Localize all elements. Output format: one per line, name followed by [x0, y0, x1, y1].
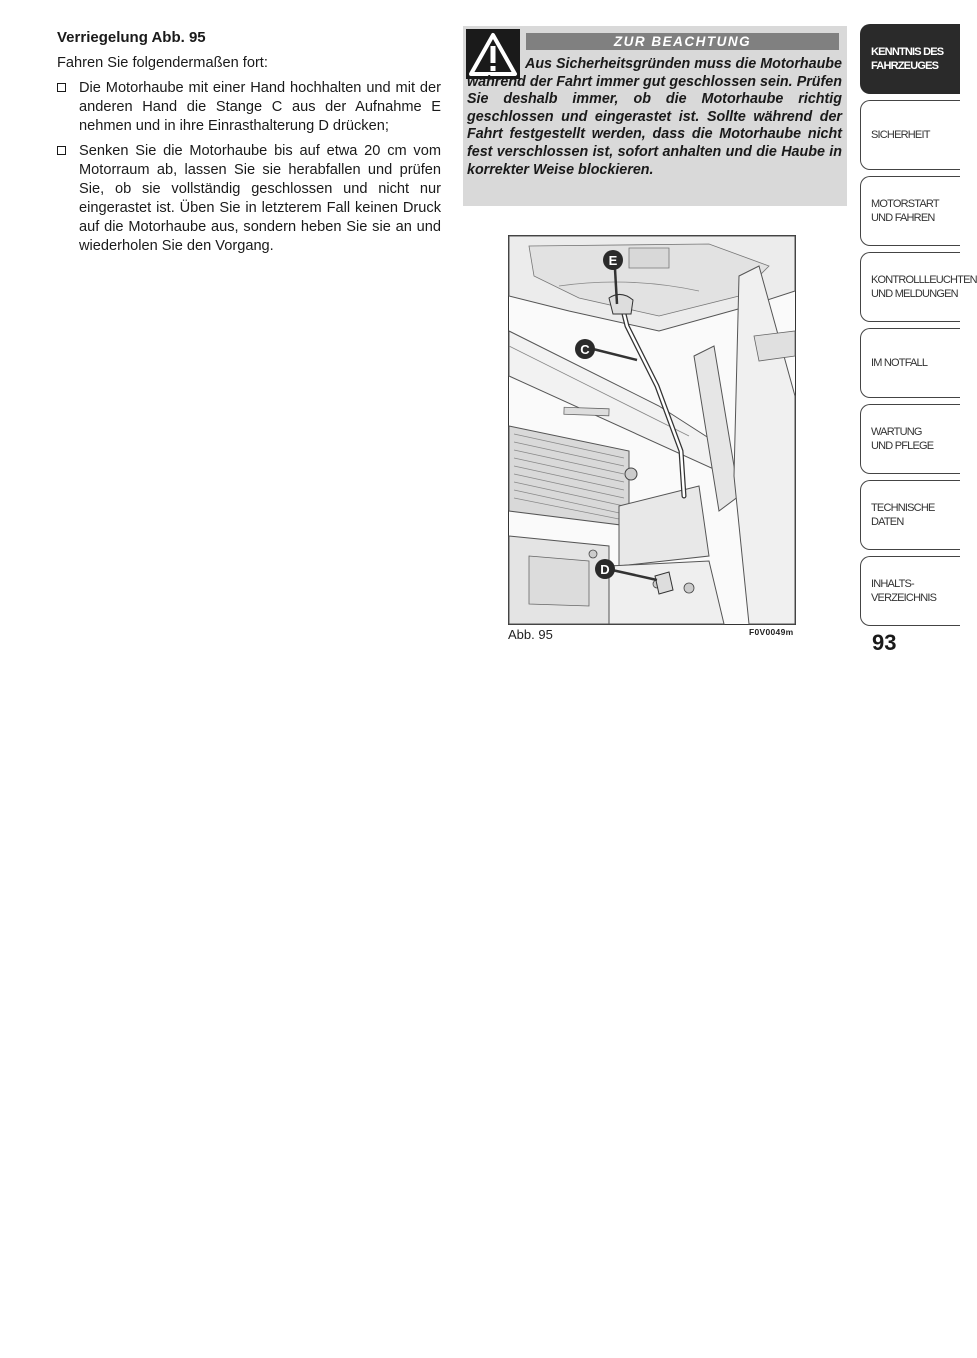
tab-kenntnis-des-fahrzeuges[interactable] [860, 24, 960, 94]
list-item-text: Die Motorhaube mit einer Hand hochhalten und mit der anderen Hand die Stange C aus der Aufnahme E nehmen und in ihre Einrasthalterung D drücken; [79, 80, 441, 134]
tab-label: SICHERHEIT [871, 129, 930, 141]
main-text-column [57, 28, 441, 262]
tab-technische-daten[interactable] [860, 480, 960, 550]
tab-label: IM NOTFALL [871, 357, 928, 369]
checkbox-bullet-icon [57, 146, 66, 155]
tab-label: KENNTNIS DES FAHRZEUGES [871, 46, 944, 72]
engine-bay-illustration [508, 235, 796, 625]
checkbox-bullet-icon [57, 83, 66, 92]
figure-code: F0V0049m [749, 627, 794, 637]
tab-label: TECHNISCHE DATEN [871, 502, 935, 528]
page-number: 93 [872, 630, 897, 655]
warning-title: ZUR BEACHTUNG [526, 33, 839, 50]
tab-motorstart-und-fahren[interactable] [860, 176, 960, 246]
warning-text: Aus Sicherheitsgründen muss die Motorhaube während der Fahrt immer gut geschlossen sein. Prüfen Sie deshalb immer, ob die Motorhaube richtig geschlossen und eingerastet ist. Sollte während der Fahrt festgestellt werden, dass die Motorhaube nicht fest verschlossen ist, sofort anhalten und die Haube in korrekter Weise blockieren. [467, 56, 842, 178]
figure-label-e: E [608, 253, 618, 268]
list-item [57, 79, 441, 136]
tab-kontrollleuchten-und-meldungen[interactable] [860, 252, 977, 322]
section-heading: Verriegelung Abb. 95 [57, 29, 206, 46]
figure-label-d: D [600, 562, 610, 577]
tab-label: MOTORSTART UND FAHREN [871, 198, 939, 224]
tab-sicherheit[interactable] [860, 100, 960, 170]
instruction-list [57, 79, 441, 256]
warning-box [463, 26, 847, 206]
tab-im-notfall[interactable] [860, 328, 960, 398]
tab-inhaltsverzeichnis[interactable] [860, 556, 960, 626]
tab-wartung-und-pflege[interactable] [860, 404, 960, 474]
figure-caption: Abb. 95 [508, 627, 553, 642]
tab-label: INHALTS- VERZEICHNIS [871, 578, 937, 604]
intro-text: Fahren Sie folgendermaßen fort: [57, 55, 268, 71]
figure-label-c: C [580, 342, 590, 357]
tab-label: KONTROLLLEUCHTEN UND MELDUNGEN [871, 274, 977, 300]
list-item [57, 142, 441, 256]
list-item-text: Senken Sie die Motorhaube bis auf etwa 20 cm vom Motorraum ab, lassen Sie sie herabfallen und prüfen Sie, ob sie vollständig geschlossen und nicht nur eingerastet ist. Üben Sie in letzterem Fall keinen Druck auf die Motorhaube aus, sondern heben Sie sie an und wiederholen Sie den Vorgang. [79, 143, 441, 254]
tab-label: WARTUNG UND PFLEGE [871, 426, 934, 452]
